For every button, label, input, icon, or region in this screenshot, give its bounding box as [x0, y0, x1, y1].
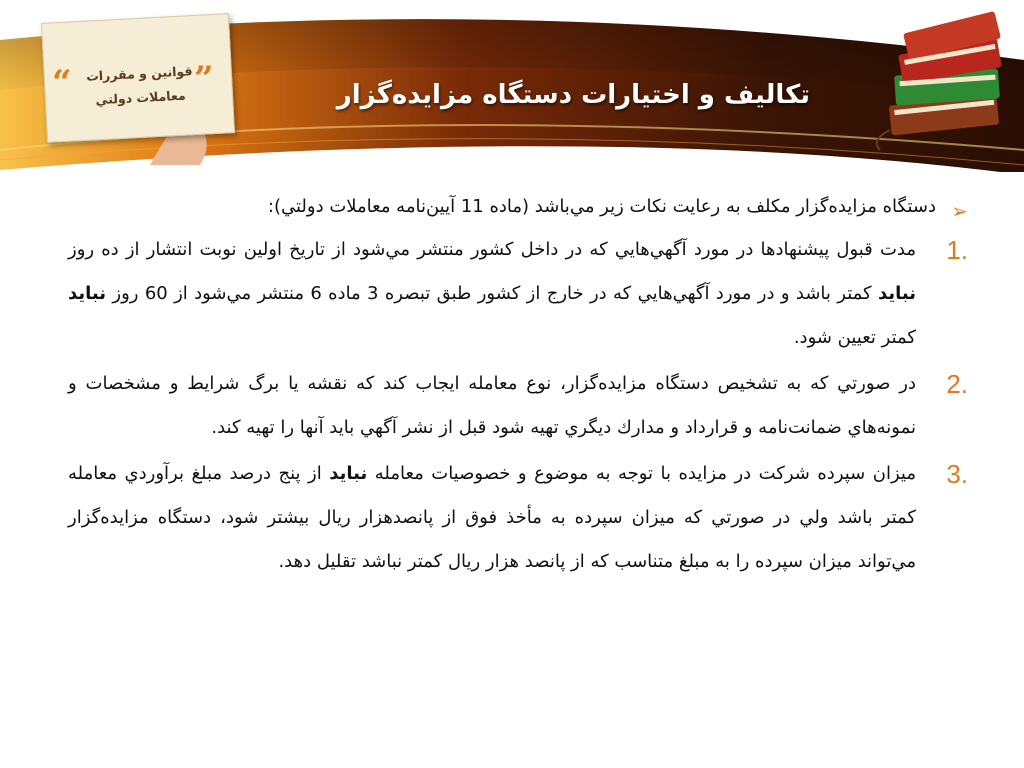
quote-open-icon: “	[52, 63, 72, 103]
item-text: ميزان سپرده شركت در مزايده با توجه به موضوع و خصوصيات معامله	[374, 463, 916, 484]
list-item-2	[68, 362, 968, 450]
item-text: كمتر باشد و در مورد آگهي‌هايي كه در خارج از كشور طبق تبصره 3 ماده 6 منتشر مي‌شود از 60 روز	[112, 283, 872, 304]
quote-close-icon: ”	[194, 59, 214, 99]
list-item-3	[68, 452, 968, 584]
item-text: در صورتي كه به تشخيص دستگاه مزايده‌گزار، نوع معامله ايجاب كند كه نقشه يا برگ شرايط و مشخصات و نمونه‌هاي ضمانت‌نامه و قرارداد و مدارك ديگري تهيه شود قبل از نشر آگهي بايد آنها را تهيه كند.	[68, 373, 916, 438]
page-title: تكاليف و اختيارات دستگاه مزايده‌گزار	[336, 80, 810, 110]
item-text: مدت قبول پيشنهادها در مورد آگهي‌هايي كه در داخل كشور منتشر مي‌شود از تاريخ اولين نوبت انتشار از ده روز	[68, 239, 916, 260]
item-number: 2.	[946, 369, 968, 399]
intro-text: دستگاه مزايده‌گزار مكلف به رعايت نكات زير مي‌باشد (ماده 11 آيين‌نامه معاملات دولتي):	[267, 196, 936, 217]
main-content	[68, 190, 968, 586]
item-number: 1.	[946, 235, 968, 265]
note-card-text	[83, 59, 197, 113]
list-item-1	[68, 228, 968, 360]
item-emphasis: نبايد	[877, 283, 916, 304]
item-text: از پنج درصد مبلغ برآوردي معامله كمتر باشد ولي در صورتي كه ميزان سپرده به مأخذ فوق از پانصدهزار ريال بيشتر شود، دستگاه مزايده‌گزار مي‌تواند ميزان سپرده را به مبلغ متناسب كه از پانصد هزار ريال كمتر نباشد تقليل دهد.	[68, 463, 916, 572]
item-number: 3.	[946, 459, 968, 489]
arrow-bullet-icon: ➢	[951, 199, 968, 223]
item-emphasis: نبايد	[68, 283, 107, 304]
item-emphasis: نبايد	[329, 463, 368, 484]
note-line-2: معاملات دولتي	[95, 87, 187, 108]
intro-paragraph	[68, 190, 968, 224]
item-text: كمتر تعيين شود.	[793, 327, 916, 348]
note-line-1: قوانين و مقررات	[85, 63, 193, 84]
